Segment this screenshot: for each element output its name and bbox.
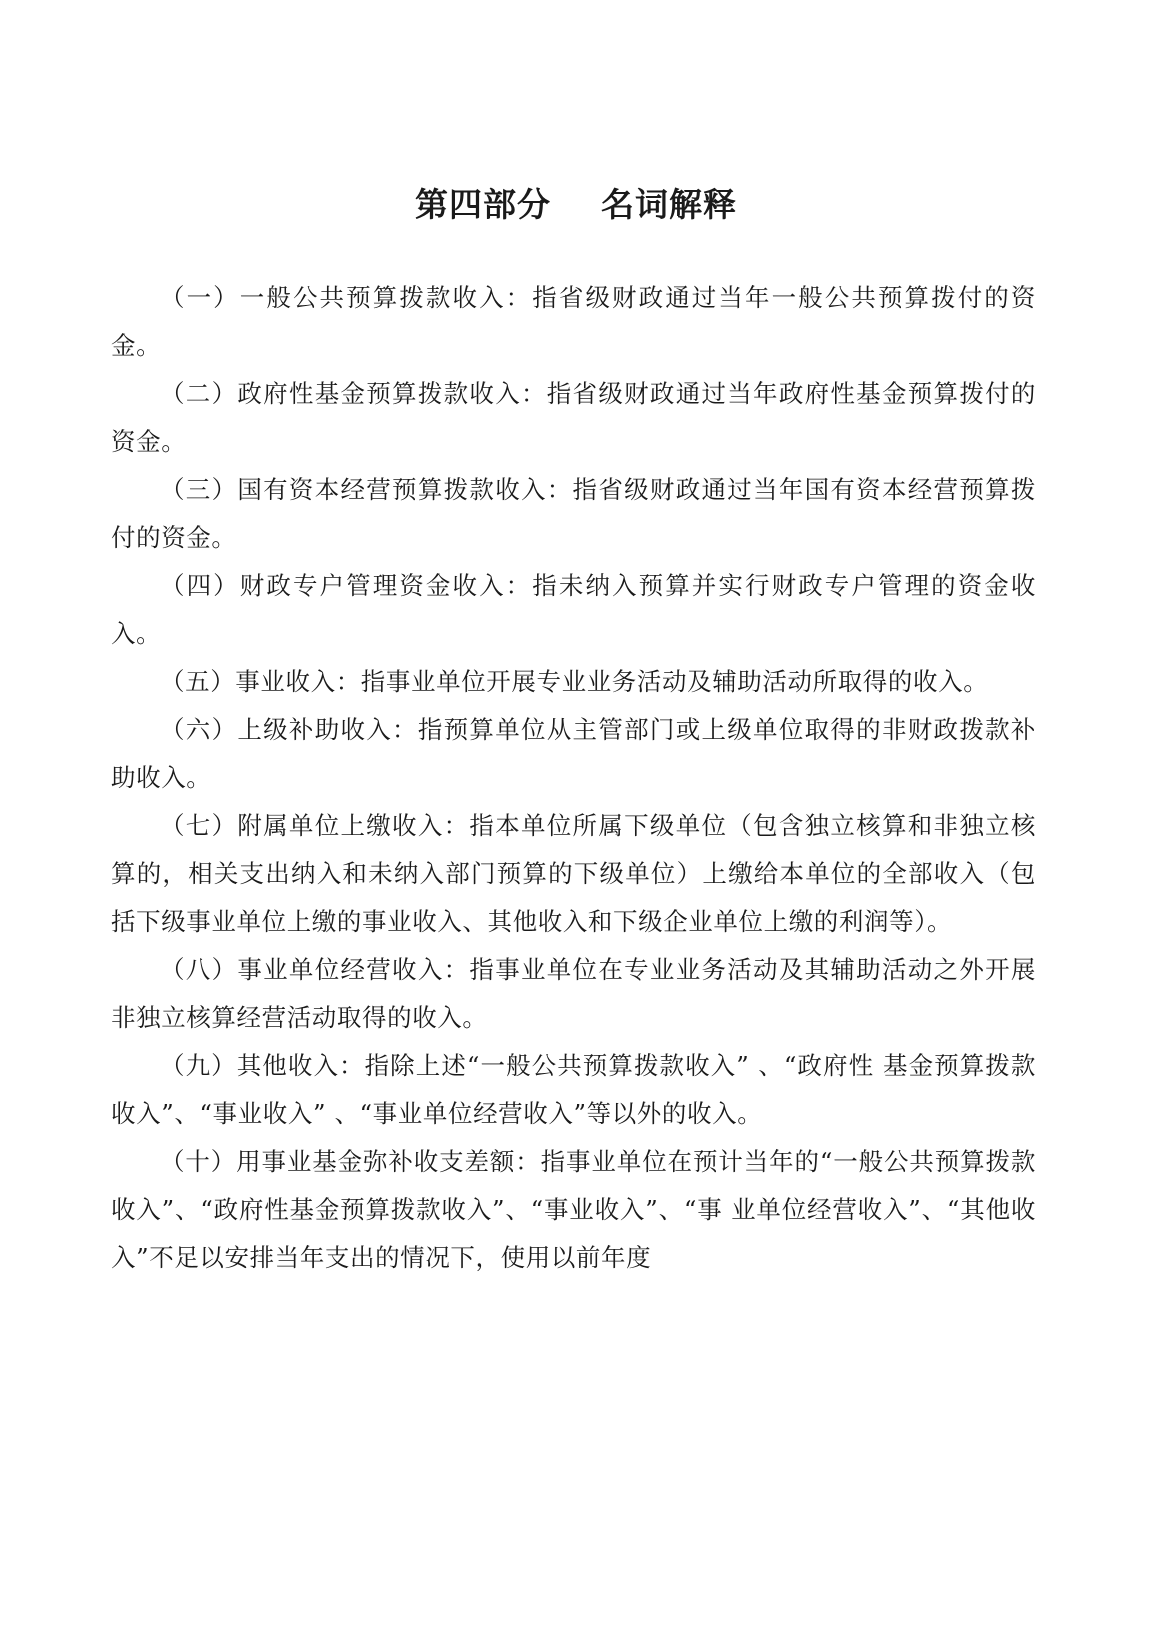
document-body <box>111 274 1036 1282</box>
paragraph-9: （九）其他收入：指除上述“一般公共预算拨款收入” 、“政府性 基金预算拨款收入”、“事业收入” 、“事业单位经营收入”等以外的收入。 <box>111 1051 1036 1128</box>
page-title: 第四部分 名词解释 <box>415 185 737 224</box>
paragraph-2: （二）政府性基金预算拨款收入：指省级财政通过当年政府性基金预算拨付的资金。 <box>111 379 1036 456</box>
paragraph-8: （八）事业单位经营收入：指事业单位在专业业务活动及其辅助活动之外开展非独立核算经营活动取得的收入。 <box>111 955 1036 1032</box>
paragraph-6: （六）上级补助收入：指预算单位从主管部门或上级单位取得的非财政拨款补助收入。 <box>111 715 1036 792</box>
paragraph-4: （四）财政专户管理资金收入：指未纳入预算并实行财政专户管理的资金收入。 <box>111 571 1036 648</box>
paragraph-7: （七）附属单位上缴收入：指本单位所属下级单位（包含独立核算和非独立核算的，相关支出纳入和未纳入部门预算的下级单位）上缴给本单位的全部收入（包括下级事业单位上缴的事业收入、其他收入和下级企业单位上缴的利润等）。 <box>111 811 1036 936</box>
paragraph-1: （一）一般公共预算拨款收入：指省级财政通过当年一般公共预算拨付的资金。 <box>111 283 1036 360</box>
paragraph-10: （十）用事业基金弥补收支差额：指事业单位在预计当年的“一般公共预算拨款收入”、“政府性基金预算拨款收入”、“事业收入”、“事 业单位经营收入”、“其他收入”不足以安排当年支出的情况下，使用以前年度 <box>111 1147 1036 1272</box>
paragraph-5: （五）事业收入：指事业单位开展专业业务活动及辅助活动所取得的收入。 <box>160 667 989 696</box>
paragraph-3: （三）国有资本经营预算拨款收入：指省级财政通过当年国有资本经营预算拨付的资金。 <box>111 475 1036 552</box>
